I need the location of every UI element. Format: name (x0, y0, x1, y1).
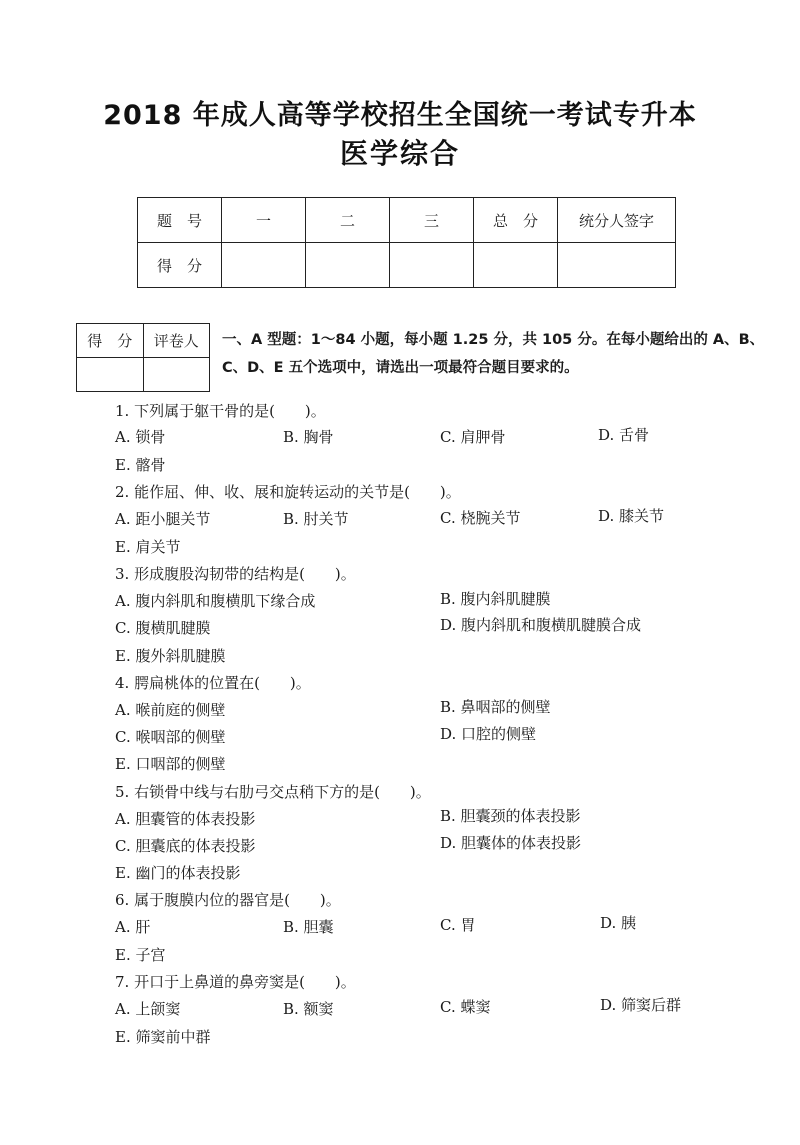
question-option: B. 鼻咽部的侧壁 (440, 698, 551, 716)
exam-subject: 医学综合 (339, 137, 460, 170)
question-option: C. 喉咽部的侧壁 (115, 728, 226, 746)
question-option: B. 额窦 (283, 1000, 334, 1018)
score-entry-cell (474, 243, 558, 288)
score-table-header-row (138, 198, 676, 243)
question-stem: 3. 形成腹股沟韧带的结构是( )。 (115, 565, 356, 583)
question-option: A. 上颌窦 (115, 1000, 181, 1018)
score-entry-cell (390, 243, 474, 288)
score-table-cell: 得 分 (138, 243, 222, 288)
score-table-cell: 二 (306, 198, 390, 243)
question-option: D. 膝关节 (598, 507, 665, 525)
question-stem: 2. 能作屈、伸、收、展和旋转运动的关节是( )。 (115, 483, 461, 501)
question-option: A. 距小腿关节 (115, 510, 211, 528)
score-entry-cell (222, 243, 306, 288)
question-option: D. 口腔的侧壁 (440, 725, 537, 743)
question-option: B. 肘关节 (283, 510, 349, 528)
question-option: E. 口咽部的侧壁 (115, 755, 226, 773)
question-option: E. 肩关节 (115, 538, 181, 556)
score-table-cell: 题 号 (138, 198, 222, 243)
question-option: D. 舌骨 (598, 426, 650, 444)
question-option: E. 髂骨 (115, 456, 166, 474)
score-table-cell: 三 (390, 198, 474, 243)
score-table (137, 197, 676, 288)
grader-entry-cell (77, 358, 144, 392)
question-option: C. 蝶窦 (440, 998, 491, 1016)
score-table-cell: 一 (222, 198, 306, 243)
question-stem: 4. 腭扁桃体的位置在( )。 (115, 674, 311, 692)
question-option: A. 锁骨 (115, 428, 166, 446)
section-heading: 一、A 型题：1～84 小题，每小题 1.25 分，共 105 分。在每小题给出的 A、B、C、D、E 五个选项中，请选出一项最符合题目要求的。 (222, 332, 765, 376)
question-option: B. 胆囊 (283, 918, 334, 936)
question-option: B. 胸骨 (283, 428, 334, 446)
question-option: C. 胆囊底的体表投影 (115, 837, 256, 855)
score-table-cell: 总 分 (474, 198, 558, 243)
question-option: A. 腹内斜肌和腹横肌下缘合成 (115, 592, 316, 610)
question-option: E. 幽门的体表投影 (115, 864, 241, 882)
question-option: A. 肝 (115, 918, 151, 936)
question-stem: 6. 属于腹膜内位的器官是( )。 (115, 891, 341, 909)
question-option: C. 桡腕关节 (440, 509, 521, 527)
question-stem: 5. 右锁骨中线与右肋弓交点稍下方的是( )。 (115, 783, 431, 801)
question-option: D. 腹内斜肌和腹横肌腱膜合成 (440, 616, 642, 634)
question-option: C. 腹横肌腱膜 (115, 619, 211, 637)
score-entry-cell (306, 243, 390, 288)
question-option: E. 筛窦前中群 (115, 1028, 211, 1046)
question-option: C. 胃 (440, 916, 476, 934)
exam-title: 2018 年成人高等学校招生全国统一考试专升本 (103, 100, 697, 131)
question-option: A. 喉前庭的侧壁 (115, 701, 226, 719)
grader-table-cell: 评卷人 (143, 324, 210, 358)
question-option: B. 腹内斜肌腱膜 (440, 590, 551, 608)
grader-entry-cell (143, 358, 210, 392)
question-option: D. 胰 (600, 914, 637, 932)
grader-table (76, 323, 210, 392)
score-table-cell: 统分人签字 (558, 198, 676, 243)
question-option: B. 胆囊颈的体表投影 (440, 807, 581, 825)
grader-table-cell: 得 分 (77, 324, 144, 358)
question-stem: 7. 开口于上鼻道的鼻旁窦是( )。 (115, 973, 356, 991)
question-option: D. 胆囊体的体表投影 (440, 834, 582, 852)
question-stem: 1. 下列属于躯干骨的是( )。 (115, 402, 326, 420)
question-option: C. 肩胛骨 (440, 428, 506, 446)
question-option: A. 胆囊管的体表投影 (115, 810, 256, 828)
score-entry-cell (558, 243, 676, 288)
question-option: D. 筛窦后群 (600, 996, 682, 1014)
question-option: E. 腹外斜肌腱膜 (115, 647, 226, 665)
score-table-score-row (138, 243, 676, 288)
question-option: E. 子宫 (115, 946, 166, 964)
